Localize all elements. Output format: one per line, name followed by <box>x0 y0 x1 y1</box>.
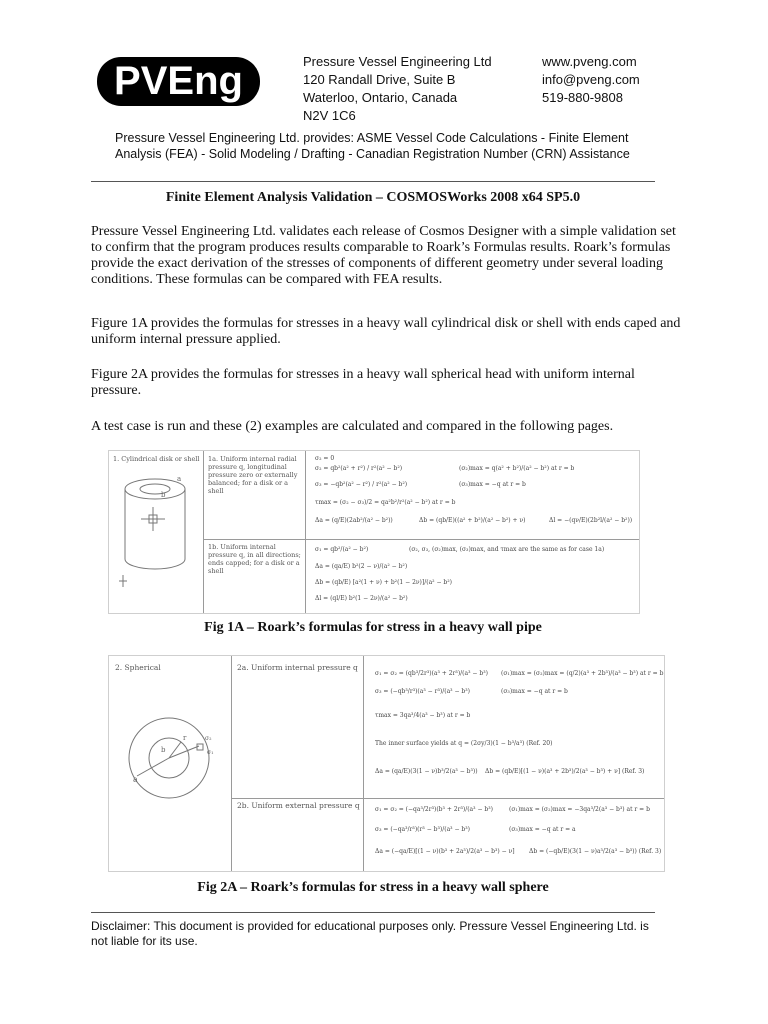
formula: Δb = (qb/E)((a² + b²)/(a² − b²) + ν) <box>419 517 526 524</box>
formula: τmax = 3qa³/4(a³ − b³) at r = b <box>375 712 471 719</box>
company-logo: PVEng <box>97 57 260 106</box>
formula: Δb = (−qb/E)(3(1 − ν)a³/2(a³ − b³)) (Ref. 3) <box>529 848 662 855</box>
svg-text:a: a <box>133 775 138 784</box>
formula: (σ₃)max = −q at r = b <box>459 481 526 488</box>
formula: Δb = (qb/E)[(1 − ν)(a³ + 2b³)/2(a³ − b³) + ν] (Ref. 3) <box>485 768 645 775</box>
figure-1a-case-label: 1. Cylindrical disk or shell <box>113 455 200 463</box>
formula: σ₁ = qb²/(a² − b²) <box>315 546 369 553</box>
formula: σ₁ = σ₂ = (−qa³/2r³)(b³ + 2r³)/(a³ − b³) <box>375 806 493 813</box>
formula: Δa = (−qa/E)[(1 − ν)(b³ + 2a³)/2(a³ − b³) − ν] <box>375 848 515 855</box>
test-case-paragraph: A test case is run and these (2) examples are calculated and compared in the following pages. <box>91 419 614 434</box>
header-divider <box>91 181 655 182</box>
address-line-1: 120 Randall Drive, Suite B <box>303 72 456 87</box>
figure-2a-paragraph: Figure 2A provides the formulas for stresses in a heavy wall spherical head with uniform internal pressure. <box>91 367 635 398</box>
svg-text:b: b <box>161 491 166 499</box>
formula: σ₁ = σ₂ = (qb³/2r³)(a³ + 2r³)/(a³ − b³) <box>375 670 488 677</box>
formula: (σ₂, σ₃, (σ₂)max, (σ₃)max, and τmax are the same as for case 1a) <box>409 546 605 553</box>
formula: The inner surface yields at q = (2σy/3)(1 − b³/a³) (Ref. 20) <box>375 740 553 747</box>
cylinder-diagram <box>117 467 197 592</box>
svg-text:σ₂: σ₂ <box>205 735 212 742</box>
formula: τmax = (σ₂ − σ₃)/2 = qa²b²/r²(a² − b²) at r = b <box>315 499 456 506</box>
formula: (σ₁)max = (σ₂)max = (q/2)(a³ + 2b³)/(a³ − b³) at r = b <box>501 670 664 677</box>
footer-divider <box>91 912 655 913</box>
formula: σ₃ = (−qb³/r³)(a³ − r³)/(a³ − b³) <box>375 688 470 695</box>
formula: (σ₃)max = −q at r = a <box>509 826 576 833</box>
formula: σ₂ = qb²(a² + r²) / r²(a² − b²) <box>315 465 403 472</box>
formula: Δb = (qb/E) [a²(1 + ν) + b²(1 − 2ν)]/(a² − b²) <box>315 579 453 586</box>
formula: σ₃ = −qb²(a² − r²) / r²(a² − b²) <box>315 481 408 488</box>
svg-text:a: a <box>177 475 182 483</box>
svg-text:σ₁: σ₁ <box>207 749 214 756</box>
figure-2a-case-label: 2. Spherical <box>115 663 161 672</box>
phone-number: 519-880-9808 <box>542 90 623 105</box>
formula: (σ₂)max = q(a² + b²)/(a² − b²) at r = b <box>459 465 575 472</box>
intro-paragraph: Pressure Vessel Engineering Ltd. validates each release of Cosmos Designer with a simple validation set to confirm that the program produces results comparable to Roark’s Formulas results. Roark’s formulas provide the exact derivation of the stresses of components of different geometry under several loading conditions. These formulas can be compared with FEA results. <box>91 224 676 287</box>
figure-2a-row1-label: 2a. Uniform internal pressure q <box>237 663 358 672</box>
formula: (σ₁)max = (σ₂)max = −3qa³/2(a³ − b³) at r = b <box>509 806 650 813</box>
services-statement: Pressure Vessel Engineering Ltd. provides: ASME Vessel Code Calculations - Finite Element Analysis (FEA) - Solid Modeling / Drafting - Canadian Registration Number (CRN) Assistance <box>115 131 630 161</box>
formula: Δl = −(qν/E)(2b²l/(a² − b²)) <box>549 517 633 524</box>
document-title: Finite Element Analysis Validation – COSMOSWorks 2008 x64 SP5.0 <box>165 190 581 205</box>
address-line-2: Waterloo, Ontario, Canada <box>303 90 458 105</box>
company-name: Pressure Vessel Engineering Ltd <box>303 54 492 69</box>
figure-1a-row1-label: 1a. Uniform internal radial pressure q, longitudinal pressure zero or externally balanced; for a disk or a shell <box>208 455 298 495</box>
formula: Δa = (qa/E)(3(1 − ν)b³/2(a³ − b³)) <box>375 768 478 775</box>
disclaimer-text: Disclaimer: This document is provided for educational purposes only. Pressure Vessel Engineering Ltd. is not liable for its use. <box>91 919 649 948</box>
contact-block <box>542 53 640 107</box>
formula: Δl = (ql/E) b²(1 − 2ν)/(a² − b²) <box>315 595 408 602</box>
email-link[interactable]: info@pveng.com <box>542 72 640 87</box>
company-address-block <box>303 53 492 125</box>
figure-1a-row2-label: 1b. Uniform internal pressure q, in all directions; ends capped; for a disk or a shell <box>208 543 301 575</box>
formula: σ₂ = 0 <box>315 455 335 462</box>
website-link[interactable]: www.pveng.com <box>542 54 637 69</box>
postal-code: N2V 1C6 <box>303 108 356 123</box>
formula: Δa = (qa/E) b²(2 − ν)/(a² − b²) <box>315 563 408 570</box>
formula: Δa = (q/E)(2ab²/(a² − b²)) <box>315 517 393 524</box>
svg-text:r: r <box>183 734 187 742</box>
formula: (σ₃)max = −q at r = b <box>501 688 568 695</box>
formula: σ₃ = (−qa³/r³)(r³ − b³)/(a³ − b³) <box>375 826 470 833</box>
figure-2a-image <box>108 655 665 872</box>
figure-1a-caption: Fig 1A – Roark’s formulas for stress in a heavy wall pipe <box>204 620 542 635</box>
figure-2a-row2-label: 2b. Uniform external pressure q <box>237 801 360 810</box>
sphere-diagram <box>119 708 219 808</box>
figure-1a-paragraph: Figure 1A provides the formulas for stresses in a heavy wall cylindrical disk or shell with ends caped and uniform internal pressure applied. <box>91 316 681 347</box>
figure-2a-caption: Fig 2A – Roark’s formulas for stress in a heavy wall sphere <box>197 880 549 895</box>
svg-text:b: b <box>161 746 166 754</box>
figure-1a-image <box>108 450 640 614</box>
